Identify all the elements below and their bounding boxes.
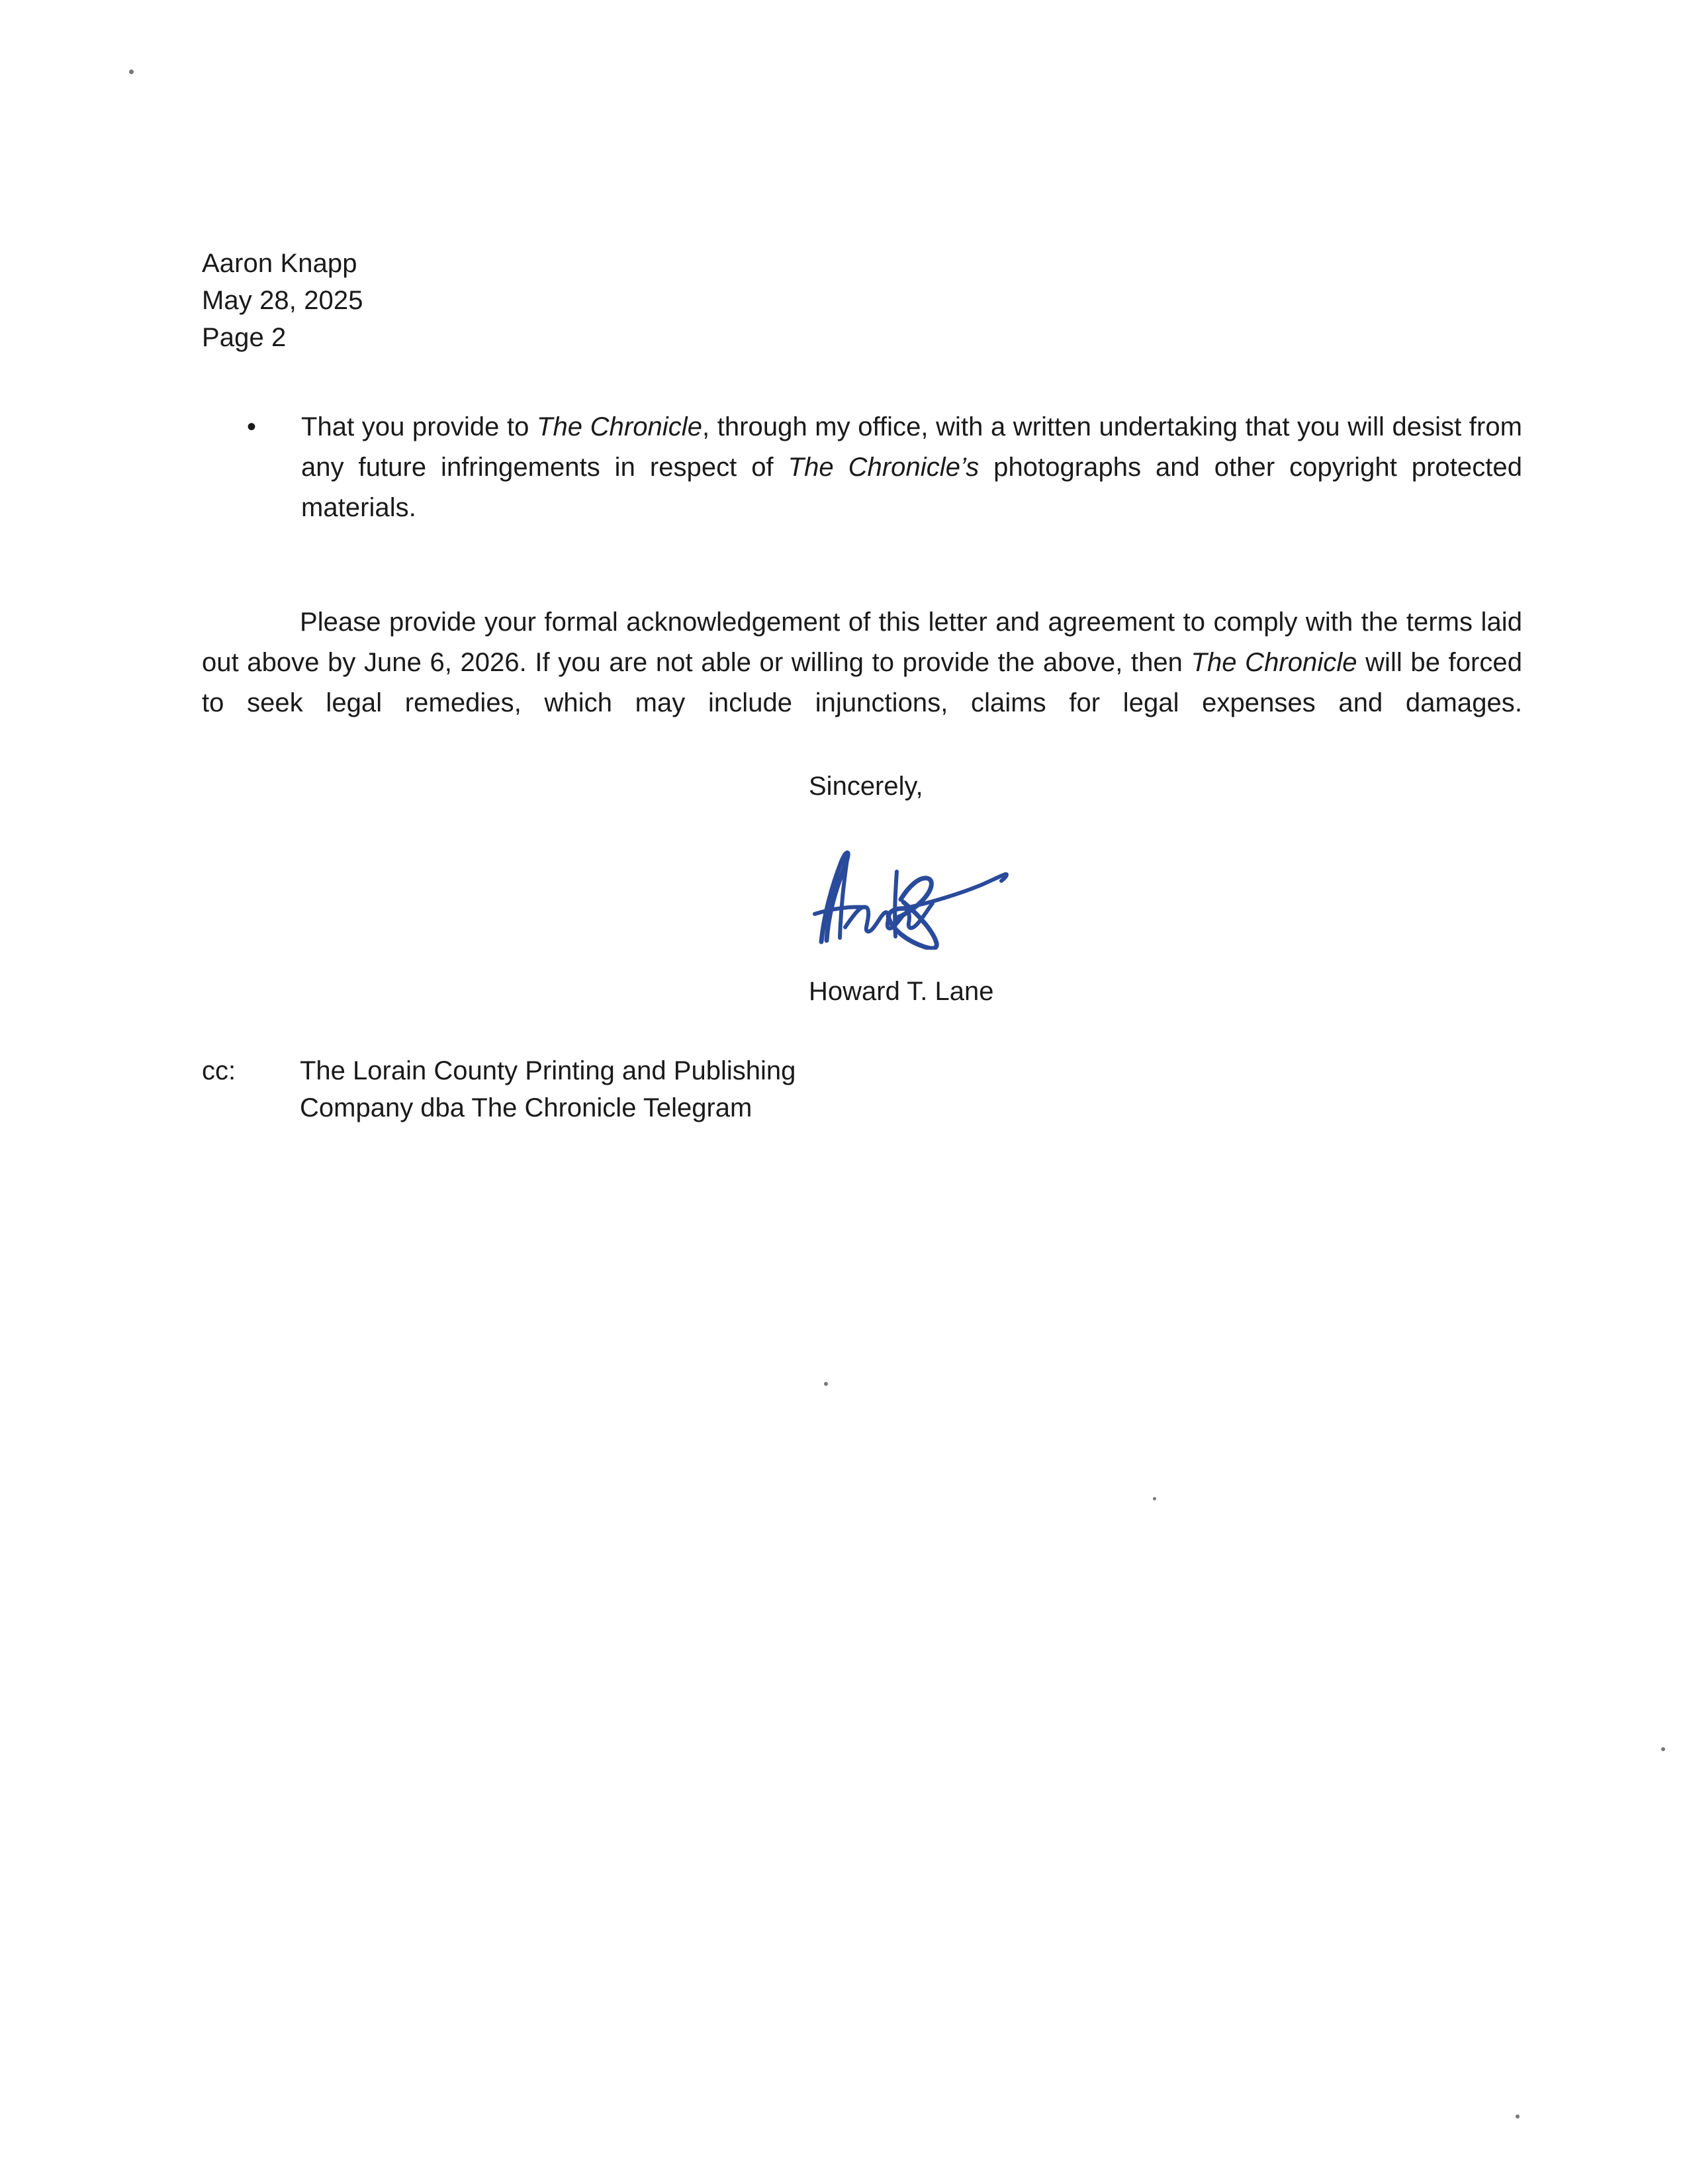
cc-line: Company dba The Chronicle Telegram — [300, 1093, 752, 1122]
text-run: That you provide to — [301, 412, 537, 441]
cc-label: cc: — [202, 1056, 236, 1085]
page-number: Page 2 — [202, 323, 287, 352]
scan-speck — [1516, 2115, 1520, 2118]
text-run: will be forced to seek legal remedies, which may include injunctions, claims for legal expenses and damages. — [202, 648, 1523, 717]
body-paragraph — [202, 602, 1522, 764]
text-run: Please provide your formal acknowledgement of this letter and agreement to comply with the terms laid out above by June 6, 2026. If you are not able or willing to provide the above, then — [202, 608, 1522, 677]
italic-run: The Chronicle’s — [788, 453, 979, 482]
scan-speck — [824, 1382, 828, 1386]
bullet-marker-icon: • — [247, 412, 257, 441]
list-item — [202, 407, 1522, 528]
scan-speck — [129, 69, 134, 74]
list-item-text — [301, 412, 1522, 522]
italic-run: The Chronicle — [1191, 648, 1357, 677]
signature-image — [797, 831, 1082, 950]
signer-name: Howard T. Lane — [809, 977, 994, 1006]
cc-line: The Lorain County Printing and Publishing — [300, 1056, 796, 1085]
closing-salutation: Sincerely, — [809, 772, 923, 801]
cc-block — [202, 1052, 796, 1126]
letter-date: May 28, 2025 — [202, 286, 363, 315]
recipient-name: Aaron Knapp — [202, 249, 357, 278]
italic-run: The Chronicle — [537, 412, 703, 441]
text-run: , through my office, with a written undertaking that you will desist from any future infringements in respect of — [301, 412, 1522, 482]
bullet-list — [202, 407, 1522, 528]
scan-speck — [1153, 1497, 1156, 1500]
cc-recipients — [300, 1052, 796, 1126]
scan-speck — [1661, 1747, 1665, 1751]
letter-header — [202, 245, 363, 356]
text-run: photographs and other copyright protected materials. — [301, 453, 1522, 522]
